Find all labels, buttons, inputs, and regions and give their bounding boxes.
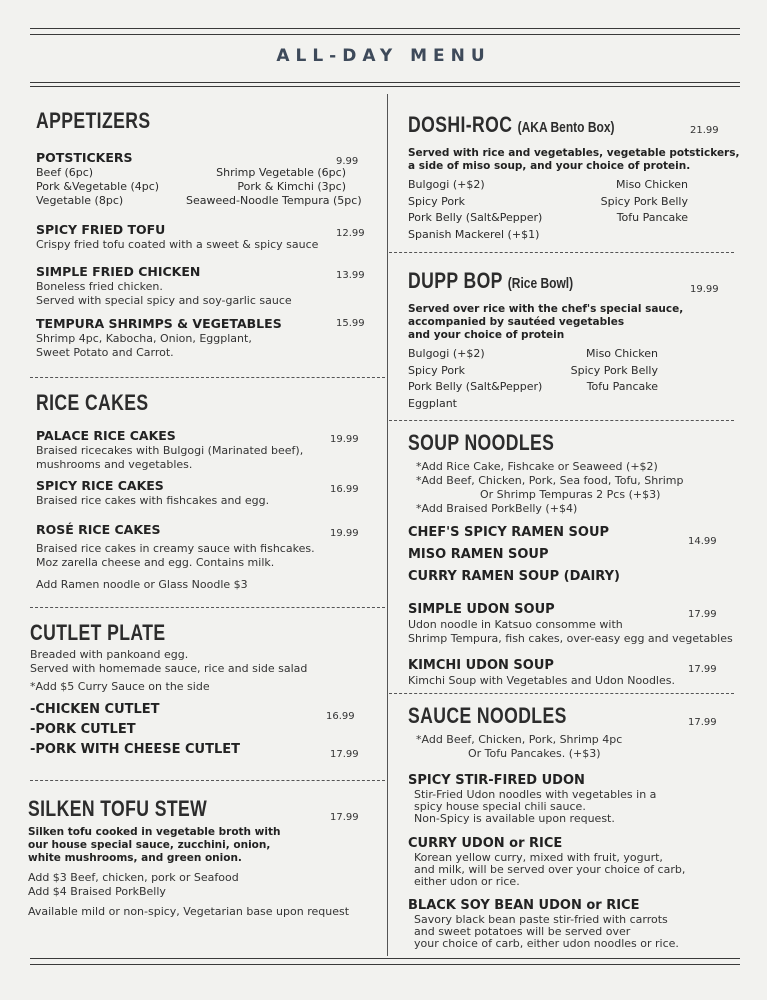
item-desc: Non-Spicy is available upon request. [414, 812, 615, 825]
item-desc: Udon noodle in Katsuo consomme with [408, 618, 623, 631]
item-name: -PORK WITH CHEESE CUTLET [30, 742, 240, 757]
cutlet-section [30, 620, 307, 760]
option: Bulgogi (+$2) [408, 347, 485, 360]
price: 13.99 [336, 270, 365, 281]
item-name: POTSTICKERS [36, 150, 133, 165]
item-desc: Sweet Potato and Carrot. [36, 346, 174, 359]
option: Pork Belly (Salt&Pepper) [408, 211, 543, 224]
heading-text: DUPP BOP [408, 268, 503, 293]
section-heading: SOUP NOODLES [408, 430, 555, 455]
item-desc: Served over rice with the chef's special sauce, [408, 303, 684, 315]
price: 12.99 [336, 228, 365, 239]
option: Spicy Pork [408, 363, 465, 377]
item-addon: Add $4 Braised PorkBelly [28, 885, 166, 898]
section-heading: SILKEN TOFU STEW [28, 796, 208, 821]
price: 17.99 [330, 812, 359, 823]
item-name: CURRY RAMEN SOUP (DAIRY) [408, 569, 620, 584]
divider [30, 377, 385, 378]
price: 19.99 [690, 284, 719, 295]
stir-fried-udon-item [408, 773, 656, 825]
options-grid [36, 166, 366, 208]
item-desc: Breaded with pankoand egg. [30, 648, 189, 661]
item-name: KIMCHI UDON SOUP [408, 658, 554, 673]
section-heading: CUTLET PLATE [30, 620, 166, 645]
option: Spicy Pork Belly [570, 363, 658, 377]
item-desc: Shrimp Tempura, fish cakes, over-easy egg and vegetables [408, 632, 733, 645]
column-divider [387, 94, 388, 956]
item-desc: and sweet potatoes will be served over [414, 925, 631, 938]
item-addon: Add Ramen noodle or Glass Noodle $3 [36, 578, 248, 591]
item-desc: Braised ricecakes with Bulgogi (Marinated beef), [36, 444, 304, 457]
options-grid [408, 346, 683, 412]
potstickers-item [36, 150, 366, 208]
option: Tofu Pancake [586, 380, 658, 393]
heading-sub: (AKA Bento Box) [517, 119, 615, 136]
price: 17.99 [688, 609, 717, 620]
item-addon: *Add $5 Curry Sauce on the side [30, 680, 210, 693]
rose-rice-cakes-item [36, 522, 315, 592]
option: Pork &Vegetable (4pc) [36, 180, 160, 193]
item-desc: and your choice of protein [408, 329, 565, 341]
item-addon: Or Tofu Pancakes. (+$3) [468, 747, 601, 760]
option: Shrimp Vegetable (6pc) [216, 166, 346, 179]
item-name: SIMPLE UDON SOUP [408, 602, 555, 617]
rice-cakes-section [36, 390, 177, 416]
item-addon: Add $3 Beef, chicken, pork or Seafood [28, 871, 239, 884]
item-desc: a side of miso soup, and your choice of protein. [408, 160, 691, 172]
section-heading: SAUCE NOODLES [408, 703, 567, 728]
option [578, 227, 688, 244]
price: 15.99 [336, 318, 365, 329]
option: Seaweed-Noodle Tempura (5pc) [186, 194, 362, 207]
top-rule-2 [30, 34, 740, 35]
item-desc: and milk, will be served over your choice of carb, [414, 863, 686, 876]
item-name: CURRY UDON or RICE [408, 836, 563, 851]
title-rule-2 [30, 86, 740, 87]
item-desc: white mushrooms, and green onion. [28, 852, 242, 864]
fried-chicken-item [36, 264, 292, 308]
title-rule [30, 82, 740, 83]
kimchi-udon-item [408, 658, 675, 688]
option: Vegetable (8pc) [36, 194, 124, 207]
item-desc: Served with special spicy and soy-garlic sauce [36, 294, 292, 307]
item-name: -CHICKEN CUTLET [30, 702, 160, 717]
divider [389, 693, 734, 694]
options-grid [408, 177, 739, 243]
item-name: MISO RAMEN SOUP [408, 547, 549, 562]
bottom-rule-2 [30, 964, 740, 965]
soup-noodles-section [408, 430, 684, 588]
option: Tofu Pancake [616, 211, 688, 224]
item-addon: *Add Beef, Chicken, Pork, Sea food, Tofu, Shrimp [416, 474, 684, 487]
section-heading: RICE CAKES [36, 390, 149, 415]
item-name: CHEF'S SPICY RAMEN SOUP [408, 525, 610, 540]
section-heading [408, 268, 628, 297]
item-note: Available mild or non-spicy, Vegetarian base upon request [28, 905, 350, 918]
item-desc: Moz zarella cheese and egg. Contains milk. [36, 556, 275, 569]
option: Miso Chicken [616, 178, 688, 191]
black-soy-bean-item [408, 898, 679, 950]
option: Spanish Mackerel (+$1) [408, 227, 540, 241]
price: 16.99 [326, 711, 355, 722]
item-desc: Kimchi Soup with Vegetables and Udon Noodles. [408, 674, 675, 687]
curry-udon-item [408, 836, 685, 888]
price: 17.99 [688, 664, 717, 675]
menu-title: ALL-DAY MENU [276, 46, 491, 66]
item-desc: either udon or rice. [414, 875, 520, 888]
option: Bulgogi (+$2) [408, 178, 485, 191]
item-desc: Shrimp 4pc, Kabocha, Onion, Eggplant, [36, 332, 252, 345]
dupp-bop-section [408, 268, 683, 412]
item-desc: accompanied by sautéed vegetables [408, 316, 625, 328]
item-desc: Korean yellow curry, mixed with fruit, yogurt, [414, 851, 663, 864]
price: 19.99 [330, 528, 359, 539]
top-rule [30, 28, 740, 29]
option: Spicy Pork [408, 194, 465, 208]
item-name: SIMPLE FRIED CHICKEN [36, 264, 201, 279]
item-desc: Braised rice cakes with fishcakes and egg. [36, 494, 270, 507]
appetizers-section [36, 108, 179, 134]
item-name: -PORK CUTLET [30, 722, 136, 737]
item-name: ROSÉ RICE CAKES [36, 522, 161, 537]
item-name: SPICY FRIED TOFU [36, 222, 166, 237]
divider [389, 420, 734, 421]
section-heading [408, 112, 673, 141]
item-desc: Silken tofu cooked in vegetable broth with [28, 826, 281, 838]
item-desc: Crispy fried tofu coated with a sweet & spicy sauce [36, 238, 319, 251]
section-heading: APPETIZERS [36, 108, 151, 133]
palace-rice-cakes-item [36, 428, 303, 472]
price: 17.99 [330, 749, 359, 760]
item-name: TEMPURA SHRIMPS & VEGETABLES [36, 316, 282, 331]
spicy-tofu-item [36, 222, 318, 252]
option: Beef (6pc) [36, 166, 94, 179]
tempura-item [36, 316, 282, 360]
item-desc: spicy house special chili sauce. [414, 800, 586, 813]
divider [30, 607, 385, 608]
item-name: PALACE RICE CAKES [36, 428, 176, 443]
option: Pork Belly (Salt&Pepper) [408, 380, 543, 393]
item-addon: *Add Beef, Chicken, Pork, Shrimp 4pc [416, 733, 623, 746]
item-desc: our house special sauce, zucchini, onion, [28, 839, 271, 851]
simple-udon-item [408, 602, 733, 646]
price: 19.99 [330, 434, 359, 445]
heading-text: DOSHI-ROC [408, 112, 513, 137]
item-addon: *Add Rice Cake, Fishcake or Seaweed (+$2) [416, 460, 658, 473]
item-name: SPICY RICE CAKES [36, 478, 164, 493]
divider [30, 780, 385, 781]
item-desc: mushrooms and vegetables. [36, 458, 193, 471]
item-desc: Served with rice and vegetables, vegetable potstickers, [408, 147, 740, 159]
item-addon: *Add Braised PorkBelly (+$4) [416, 502, 578, 515]
item-desc: Boneless fried chicken. [36, 280, 163, 293]
option: Miso Chicken [586, 347, 658, 360]
price: 14.99 [688, 536, 717, 547]
bottom-rule [30, 958, 740, 959]
option [568, 396, 658, 413]
heading-sub: (Rice Bowl) [507, 275, 574, 292]
item-addon: Or Shrimp Tempuras 2 Pcs (+$3) [480, 488, 661, 501]
item-name: SPICY STIR-FIRED UDON [408, 773, 585, 788]
option: Spicy Pork Belly [600, 194, 688, 208]
item-desc: Stir-Fried Udon noodles with vegetables in a [414, 788, 657, 801]
item-desc: Braised rice cakes in creamy sauce with fishcakes. [36, 542, 315, 555]
item-desc: your choice of carb, either udon noodles or rice. [414, 937, 679, 950]
divider [389, 252, 734, 253]
item-desc: Served with homemade sauce, rice and side salad [30, 662, 308, 675]
item-name: BLACK SOY BEAN UDON or RICE [408, 898, 640, 913]
spicy-rice-cakes-item [36, 478, 269, 508]
sauce-noodles-section [408, 703, 622, 761]
price: 21.99 [690, 125, 719, 136]
price: 17.99 [688, 717, 717, 728]
tofu-stew-section [28, 796, 349, 919]
price: 16.99 [330, 484, 359, 495]
option: Pork & Kimchi (3pc) [237, 180, 346, 193]
price: 9.99 [336, 156, 359, 167]
option: Eggplant [408, 396, 457, 410]
item-desc: Savory black bean paste stir-fried with carrots [414, 913, 668, 926]
